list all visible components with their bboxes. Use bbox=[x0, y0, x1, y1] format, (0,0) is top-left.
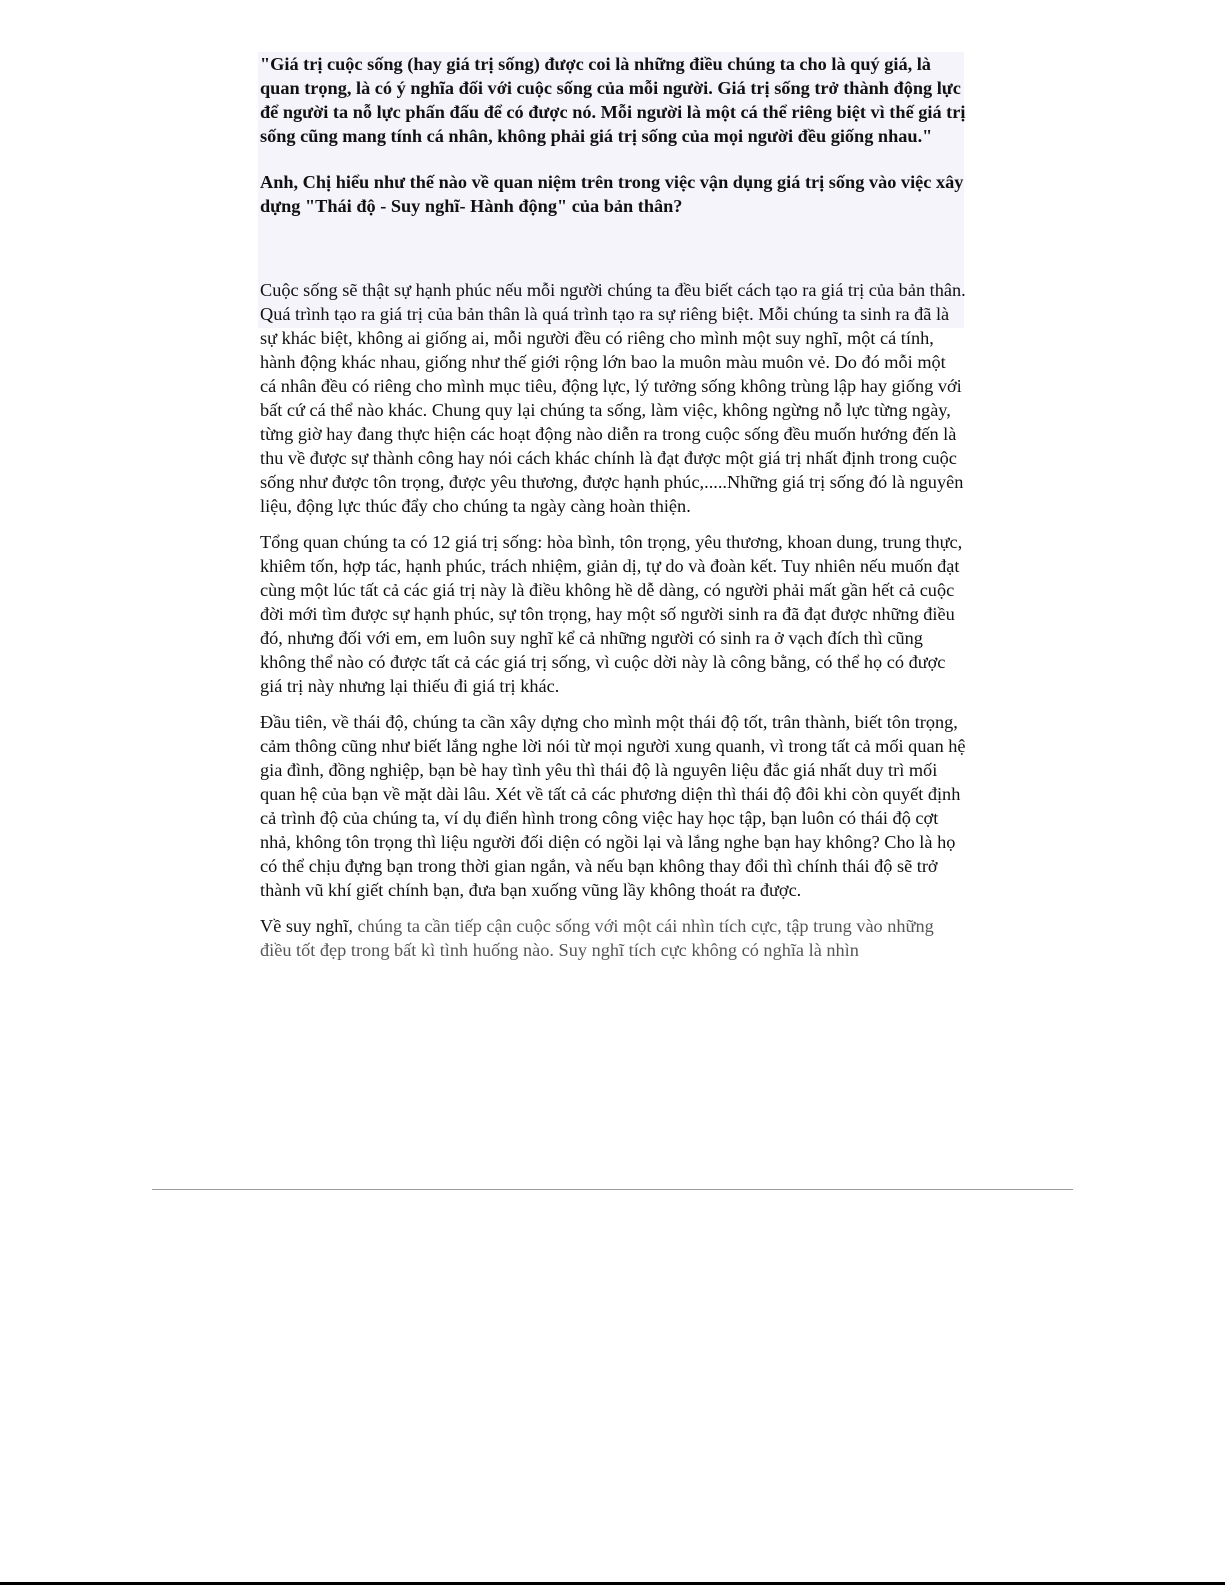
quote-paragraph: "Giá trị cuộc sống (hay giá trị sống) được coi là những điều chúng ta cho là quý giá, là quan trọng, là có ý nghĩa đối với cuộc sống của mỗi người. Giá trị sống trở thành động lực để người ta nỗ lực phấn đấu để có được nó. Mỗi người là một cá thể riêng biệt vì thế giá trị sống cũng mang tính cá nhân, không phải giá trị sống của mọi người đều giống nhau." bbox=[260, 54, 966, 146]
page-divider bbox=[152, 1189, 1073, 1190]
body-paragraph-4-rest: chúng ta cần tiếp cận cuộc sống với một cái nhìn tích cực, tập trung vào những điều tốt đẹp trong bất kì tình huống nào. Suy nghĩ tích cực không có nghĩa là nhìn bbox=[260, 916, 934, 960]
body-paragraph-4 bbox=[260, 914, 966, 962]
body-paragraph-1: Cuộc sống sẽ thật sự hạnh phúc nếu mỗi người chúng ta đều biết cách tạo ra giá trị của bản thân. Quá trình tạo ra giá trị của bản thân là quá trình tạo ra sự riêng biệt. Mỗi chúng ta sinh ra đã là sự khác biệt, không ai giống ai, mỗi người đều có riêng cho mình một suy nghĩ, một cá tính, hành động khác nhau, giống như thế giới rộng lớn bao la muôn màu muôn vẻ. Do đó mỗi một cá nhân đều có riêng cho mình mục tiêu, động lực, lý tưởng sống không trùng lập hay giống với bất cứ cá thể nào khác. Chung quy lại chúng ta sống, làm việc, không ngừng nỗ lực từng ngày, từng giờ hay đang thực hiện các hoạt động nào diễn ra trong cuộc sống đều muốn hướng đến là thu về được sự thành công hay nói cách khác chính là đạt được một giá trị nhất định trong cuộc sống như được tôn trọng, được yêu thương, được hạnh phúc,.....Những giá trị sống đó là nguyên liệu, động lực thúc đẩy cho chúng ta ngày càng hoàn thiện. bbox=[260, 280, 966, 516]
body-paragraph-3: Đầu tiên, về thái độ, chúng ta cần xây dựng cho mình một thái độ tốt, trân thành, biết tôn trọng, cảm thông cũng như biết lắng nghe lời nói từ mọi người xung quanh, vì trong tất cả mối quan hệ gia đình, đồng nghiệp, bạn bè hay tình yêu thì thái độ là nguyên liệu đắc giá nhất duy trì mối quan hệ của bạn về mặt dài lâu. Xét về tất cả các phương diện thì thái độ đôi khi còn quyết định cả trình độ của chúng ta, ví dụ điển hình trong công việc hay học tập, bạn luôn có thái độ cợt nhả, không tôn trọng thì liệu người đối diện có ngồi lại và lắng nghe bạn hay không? Cho là họ có thể chịu đựng bạn trong thời gian ngắn, và nếu bạn không thay đổi thì chính thái độ sẽ trở thành vũ khí giết chính bạn, đưa bạn xuống vũng lầy không thoát ra được. bbox=[260, 712, 966, 900]
question-paragraph: Anh, Chị hiểu như thế nào về quan niệm trên trong việc vận dụng giá trị sống vào việc xây dựng "Thái độ - Suy nghĩ- Hành động" của bản thân? bbox=[260, 172, 964, 216]
document-content bbox=[260, 52, 966, 962]
body-paragraph-2: Tổng quan chúng ta có 12 giá trị sống: hòa bình, tôn trọng, yêu thương, khoan dung, trung thực, khiêm tốn, hợp tác, hạnh phúc, trách nhiệm, giản dị, tự do và đoàn kết. Tuy nhiên nếu muốn đạt cùng một lúc tất cả các giá trị này là điều không hề dễ dàng, có người phải mất gần hết cả cuộc đời mới tìm được sự hạnh phúc, sự tôn trọng, hay một số người sinh ra đã đạt được những điều đó, nhưng đối với em, em luôn suy nghĩ kể cả những người có sinh ra ở vạch đích thì cũng không thể nào có được tất cả các giá trị sống, vì cuộc dời này là công bằng, có thể họ có được giá trị này nhưng lại thiếu đi giá trị khác. bbox=[260, 532, 963, 696]
body-paragraph-4-lead: Về suy nghĩ, bbox=[260, 916, 358, 936]
